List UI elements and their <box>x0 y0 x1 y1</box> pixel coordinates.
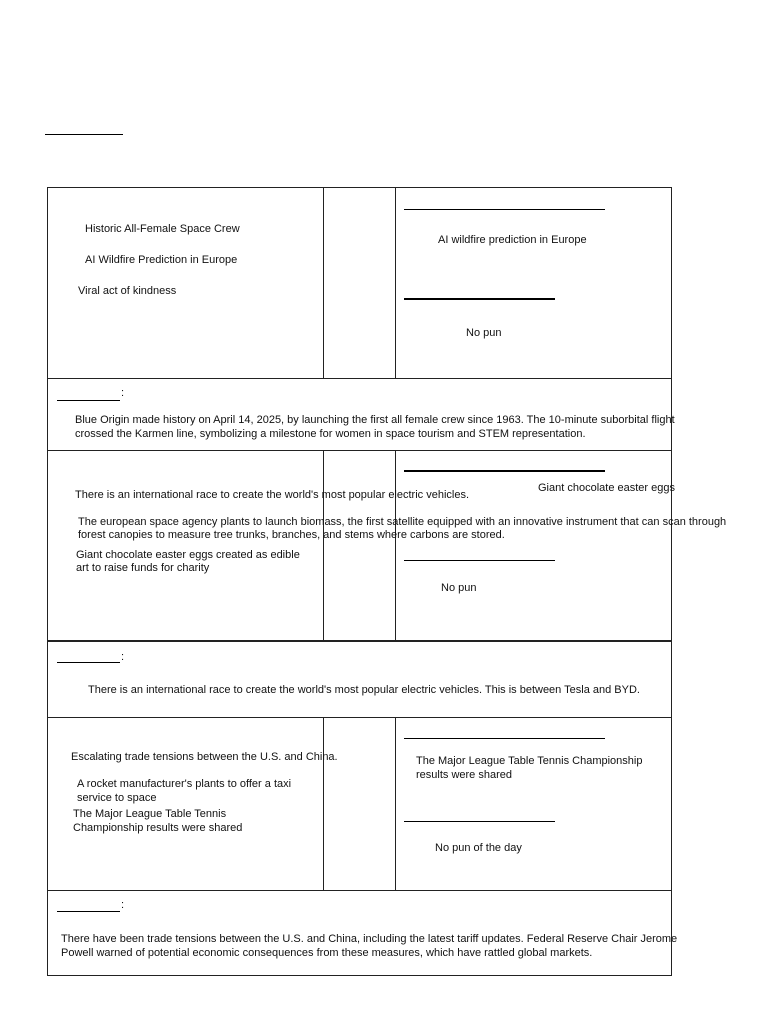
section2-answer-blank <box>404 470 605 472</box>
summary1-colon: : <box>121 387 125 399</box>
summary3-label-blank <box>57 911 120 912</box>
summary2-colon: : <box>121 651 125 663</box>
section2-divider-right <box>395 450 396 641</box>
summary3-text-line2: Powell warned of potential economic consequences from these measures, which have rattled global markets. <box>61 947 593 959</box>
section1-divider-right <box>395 187 396 379</box>
section1-pun-blank <box>404 298 555 300</box>
section2-pun-blank <box>404 560 555 561</box>
section2-pun: No pun <box>441 582 477 594</box>
section1-headline-2: AI Wildfire Prediction in Europe <box>85 254 238 266</box>
section2-headline-1: There is an international race to create the world's most popular electric vehicles. <box>75 489 470 501</box>
section3-divider-right <box>395 717 396 891</box>
section1-headline-3: Viral act of kindness <box>78 285 177 297</box>
summary3-text-line1: There have been trade tensions between the U.S. and China, including the latest tariff updates. Federal Reserve Chair Jerome <box>61 933 678 945</box>
section3-divider-left <box>323 717 324 891</box>
section1-headline-1: Historic All-Female Space Crew <box>85 223 240 235</box>
section2-headline-2-line1: The european space agency plants to launch biomass, the first satellite equipped with an innovative instrument that can scan through <box>78 516 727 528</box>
section1-answer: AI wildfire prediction in Europe <box>438 234 587 246</box>
section3-headline-3-line1: The Major League Table Tennis <box>73 808 227 820</box>
summary1-text-line1: Blue Origin made history on April 14, 2025, by launching the first all female crew since 1963. The 10-minute suborbital flight <box>75 414 675 426</box>
section1-answer-blank <box>404 209 605 210</box>
section1-divider-left <box>323 187 324 379</box>
summary1-text-line2: crossed the Karmen line, symbolizing a milestone for women in space tourism and STEM representation. <box>75 428 586 440</box>
section3-answer-line1: The Major League Table Tennis Championship <box>416 755 643 767</box>
section2-answer: Giant chocolate easter eggs <box>538 482 675 494</box>
section2-box <box>47 450 672 641</box>
section2-headline-2-line2: forest canopies to measure tree trunks, branches, and stems where carbons are stored. <box>78 529 505 541</box>
summary2-box <box>47 640 672 718</box>
section3-pun: No pun of the day <box>435 842 522 854</box>
section2-headline-3-line2: art to raise funds for charity <box>76 562 210 574</box>
section3-headline-2-line2: service to space <box>77 792 157 804</box>
summary2-text: There is an international race to create the world's most popular electric vehicles. This is between Tesla and BYD. <box>88 684 640 696</box>
section2-headline-3-line1: Giant chocolate easter eggs created as edible <box>76 549 300 561</box>
section2-divider-left <box>323 450 324 641</box>
section1-pun: No pun <box>466 327 502 339</box>
summary1-label-blank <box>57 400 120 401</box>
section1-box <box>47 187 672 379</box>
section3-headline-1: Escalating trade tensions between the U.S. and China. <box>71 751 338 763</box>
section3-headline-2-line1: A rocket manufacturer's plants to offer a taxi <box>77 778 292 790</box>
section3-pun-blank <box>404 821 555 822</box>
section3-headline-3-line2: Championship results were shared <box>73 822 243 834</box>
section3-answer-line2: results were shared <box>416 769 512 781</box>
title-blank-line <box>45 134 123 135</box>
summary2-label-blank <box>57 662 120 663</box>
section3-answer-blank <box>404 738 605 739</box>
summary3-colon: : <box>121 899 125 911</box>
